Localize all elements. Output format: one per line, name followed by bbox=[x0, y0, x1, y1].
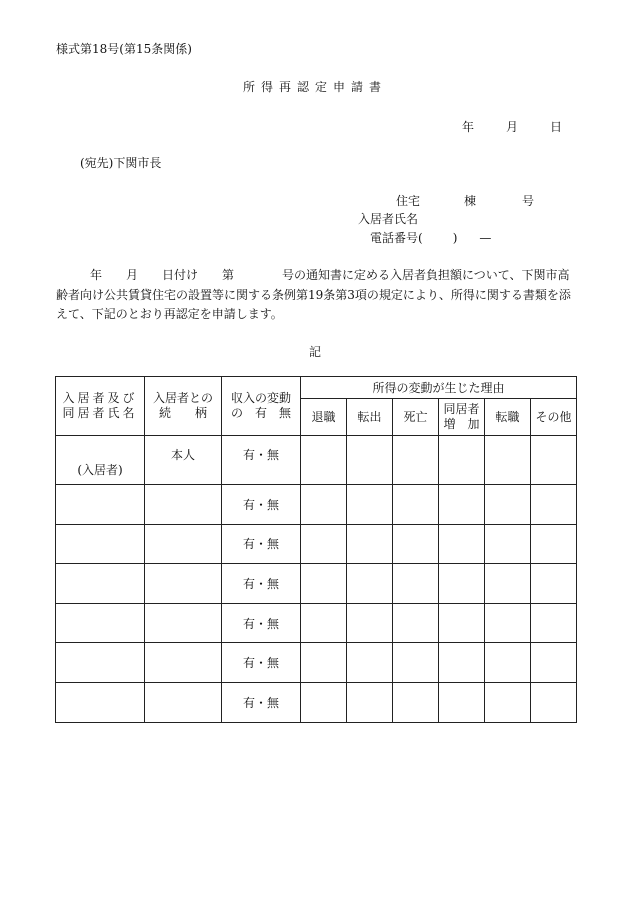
row-relation[interactable] bbox=[145, 485, 222, 525]
row-reason-cell[interactable] bbox=[439, 436, 485, 485]
date-year: 年 bbox=[462, 120, 475, 134]
row-reason-cell[interactable] bbox=[301, 524, 347, 564]
reason-job-change: 転職 bbox=[485, 398, 531, 435]
row-reason-cell[interactable] bbox=[347, 524, 393, 564]
form-number: 様式第18号(第15条関係) bbox=[56, 42, 192, 56]
phone-dash: — bbox=[479, 231, 492, 245]
row-reason-cell[interactable] bbox=[301, 485, 347, 525]
applicant-name-label: 入居者氏名 bbox=[358, 212, 419, 226]
reason-other: その他 bbox=[531, 398, 577, 435]
table-row bbox=[56, 643, 577, 683]
table-row bbox=[56, 603, 577, 643]
row-name[interactable]: (入居者) bbox=[56, 436, 145, 485]
row-reason-cell[interactable] bbox=[485, 682, 531, 722]
row-reason-cell[interactable] bbox=[301, 603, 347, 643]
row-reason-cell[interactable] bbox=[531, 485, 577, 525]
row-reason-cell[interactable] bbox=[301, 564, 347, 604]
phone-close: ) bbox=[452, 231, 458, 245]
ki-mark: 記 bbox=[308, 345, 321, 359]
address-line bbox=[396, 192, 534, 209]
table-row bbox=[56, 524, 577, 564]
row-reason-cell[interactable] bbox=[347, 485, 393, 525]
date-month: 月 bbox=[506, 120, 519, 134]
header-name: 入居者及び 同居者氏名 bbox=[56, 377, 145, 436]
row-reason-cell[interactable] bbox=[439, 485, 485, 525]
row-reason-cell[interactable] bbox=[439, 682, 485, 722]
row-reason-cell[interactable] bbox=[485, 603, 531, 643]
row-reason-cell[interactable] bbox=[393, 564, 439, 604]
address-label: 住宅 bbox=[396, 194, 421, 208]
table-row bbox=[56, 682, 577, 722]
row-reason-cell[interactable] bbox=[393, 643, 439, 683]
number-label: 号 bbox=[522, 194, 535, 208]
row-reason-cell[interactable] bbox=[439, 564, 485, 604]
row-relation[interactable] bbox=[145, 643, 222, 683]
addressee: (宛先)下関市長 bbox=[80, 156, 162, 170]
row-relation[interactable] bbox=[145, 524, 222, 564]
reason-move-out: 転出 bbox=[347, 398, 393, 435]
row-reason-cell[interactable] bbox=[347, 682, 393, 722]
row-reason-cell[interactable] bbox=[531, 682, 577, 722]
header-relation: 入居者との 続 柄 bbox=[145, 377, 222, 436]
reason-retirement: 退職 bbox=[301, 398, 347, 435]
row-name[interactable] bbox=[56, 643, 145, 683]
table-row bbox=[56, 436, 577, 485]
document-title: 所得再認定申請書 bbox=[242, 80, 387, 94]
row-income-change[interactable]: 有・無 bbox=[222, 643, 301, 683]
application-body-text: 年 月 日付け 第 号の通知書に定める入居者負担額について、下関市高齢者向け公共賃貸住宅の設置等に関する条例第19条第3項の規定により、所得に関する書類を添えて、下記のとおり再認定を申請します。 bbox=[56, 268, 571, 321]
income-change-table bbox=[55, 376, 577, 723]
row-reason-cell[interactable] bbox=[393, 603, 439, 643]
row-relation[interactable] bbox=[145, 603, 222, 643]
row-income-change[interactable]: 有・無 bbox=[222, 436, 301, 485]
row-reason-cell[interactable] bbox=[301, 436, 347, 485]
row-reason-cell[interactable] bbox=[393, 436, 439, 485]
reason-death: 死亡 bbox=[393, 398, 439, 435]
row-reason-cell[interactable] bbox=[347, 643, 393, 683]
table-row bbox=[56, 485, 577, 525]
row-relation[interactable] bbox=[145, 682, 222, 722]
row-name[interactable] bbox=[56, 485, 145, 525]
row-name[interactable] bbox=[56, 682, 145, 722]
date-day: 日 bbox=[550, 120, 563, 134]
row-reason-cell[interactable] bbox=[301, 643, 347, 683]
building-label: 棟 bbox=[464, 194, 477, 208]
row-name[interactable] bbox=[56, 524, 145, 564]
row-reason-cell[interactable] bbox=[531, 564, 577, 604]
row-reason-cell[interactable] bbox=[531, 524, 577, 564]
row-reason-cell[interactable] bbox=[393, 524, 439, 564]
row-reason-cell[interactable] bbox=[485, 436, 531, 485]
row-income-change[interactable]: 有・無 bbox=[222, 682, 301, 722]
row-relation[interactable] bbox=[145, 564, 222, 604]
row-reason-cell[interactable] bbox=[439, 603, 485, 643]
header-reason: 所得の変動が生じた理由 bbox=[301, 377, 577, 399]
row-reason-cell[interactable] bbox=[301, 682, 347, 722]
row-reason-cell[interactable] bbox=[393, 682, 439, 722]
row-reason-cell[interactable] bbox=[347, 564, 393, 604]
table-row bbox=[56, 564, 577, 604]
row-income-change[interactable]: 有・無 bbox=[222, 603, 301, 643]
row-name[interactable] bbox=[56, 564, 145, 604]
row-reason-cell[interactable] bbox=[531, 436, 577, 485]
row-reason-cell[interactable] bbox=[439, 643, 485, 683]
row-reason-cell[interactable] bbox=[531, 643, 577, 683]
row-reason-cell[interactable] bbox=[347, 436, 393, 485]
date-line bbox=[462, 118, 562, 135]
phone-label: 電話番号( bbox=[370, 231, 423, 245]
row-reason-cell[interactable] bbox=[393, 485, 439, 525]
header-income-change: 収入の変動 の 有 無 bbox=[222, 377, 301, 436]
row-reason-cell[interactable] bbox=[485, 485, 531, 525]
row-relation[interactable]: 本人 bbox=[145, 436, 222, 485]
row-reason-cell[interactable] bbox=[485, 564, 531, 604]
reason-household-increase: 同居者 増 加 bbox=[439, 398, 485, 435]
row-reason-cell[interactable] bbox=[485, 643, 531, 683]
row-reason-cell[interactable] bbox=[531, 603, 577, 643]
row-reason-cell[interactable] bbox=[485, 524, 531, 564]
row-income-change[interactable]: 有・無 bbox=[222, 564, 301, 604]
row-reason-cell[interactable] bbox=[439, 524, 485, 564]
row-income-change[interactable]: 有・無 bbox=[222, 524, 301, 564]
phone-line bbox=[370, 229, 491, 246]
row-income-change[interactable]: 有・無 bbox=[222, 485, 301, 525]
row-name[interactable] bbox=[56, 603, 145, 643]
row-reason-cell[interactable] bbox=[347, 603, 393, 643]
